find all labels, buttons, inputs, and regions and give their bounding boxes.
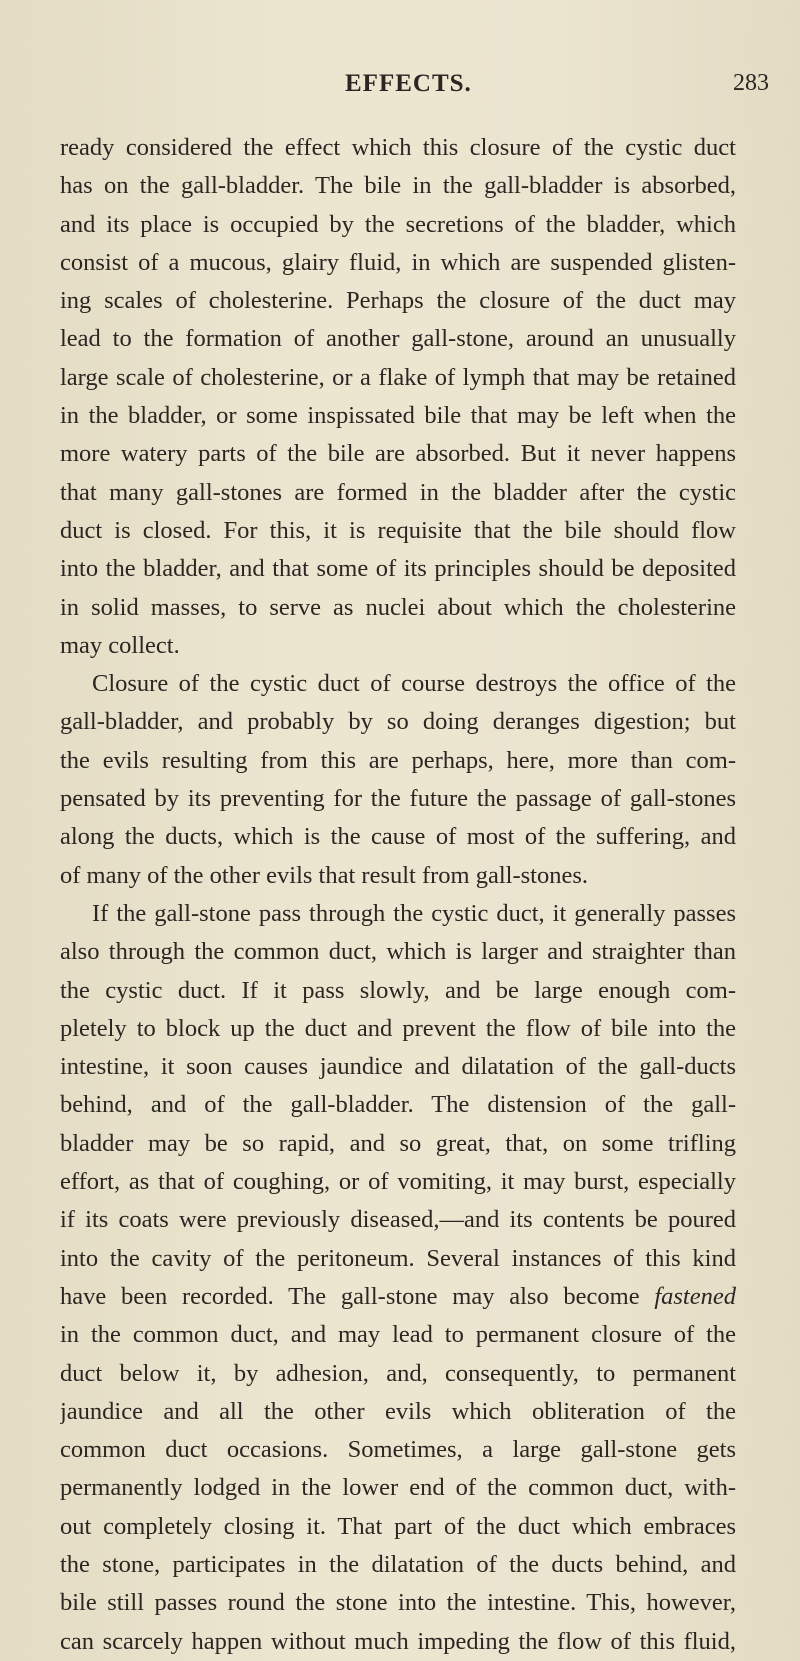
text-line: in the bladder, or some inspissated bile that may be left when the [60,402,736,430]
running-head: EFFECTS. [345,70,472,97]
text-line: also through the common duct, which is larger and straighter than [60,938,736,966]
text-line: ing scales of cholesterine. Perhaps the closure of the duct may [60,287,736,315]
text-line: into the cavity of the peritoneum. Several instances of this kind [60,1244,736,1272]
paragraph-start-line: If the gall-stone pass through the cystic duct, it generally passes [92,899,736,927]
text-line: ready considered the effect which this closure of the cystic duct [60,134,736,161]
text-line: and its place is occupied by the secretions of the bladder, which [60,210,736,238]
text-line: lead to the formation of another gall-stone, around an unusually [60,325,736,353]
text-line: in solid masses, to serve as nuclei about which the cholesterine [60,593,736,621]
line-text: have been recorded. The gall-stone may also become [60,1282,640,1310]
text-line: effort, as that of coughing, or of vomiting, it may burst, especially [60,1168,736,1196]
text-line: intestine, it soon causes jaundice and dilatation of the gall-ducts [60,1053,736,1081]
text-line: large scale of cholesterine, or a flake of lymph that may be retained [60,363,736,391]
text-line: the stone, participates in the dilatation of the ducts behind, and [60,1550,736,1578]
text-line: in the common duct, and may lead to permanent closure of the [60,1321,736,1349]
text-line: jaundice and all the other evils which obliteration of the [60,1397,736,1425]
text-line: more watery parts of the bile are absorbed. But it never happens [60,440,736,468]
body-text [60,129,736,1661]
paragraph-start-line: Closure of the cystic duct of course destroys the office of the [92,670,736,698]
text-line: bile still passes round the stone into the intestine. This, however, [60,1589,736,1617]
paragraph-end-line: may collect. [60,631,180,659]
text-line-with-italic [60,1278,736,1316]
text-line: the evils resulting from this are perhaps, here, more than com- [60,746,736,774]
text-line: gall-bladder, and probably by so doing deranges digestion; but [60,708,736,736]
text-line: out completely closing it. That part of the duct which embraces [60,1512,736,1540]
text-line: if its coats were previously diseased,—and its contents be poured [60,1206,736,1234]
text-line: that many gall-stones are formed in the bladder after the cystic [60,478,736,506]
paragraph-end-line: of many of the other evils that result from gall-stones. [60,861,588,889]
text-line: consist of a mucous, glairy fluid, in which are suspended glisten- [60,248,736,276]
text-line: pensated by its preventing for the future the passage of gall-stones [60,785,736,813]
text-line: pletely to block up the duct and prevent the flow of bile into the [60,1014,736,1042]
text-line: common duct occasions. Sometimes, a large gall-stone gets [60,1436,736,1464]
text-line: has on the gall-bladder. The bile in the gall-bladder is absorbed, [60,172,736,200]
text-line: permanently lodged in the lower end of the common duct, with- [60,1474,736,1502]
text-line: bladder may be so rapid, and so great, that, on some trifling [60,1129,736,1157]
italic-word: fastened [654,1282,736,1310]
text-line: the cystic duct. If it pass slowly, and be large enough com- [60,976,736,1004]
text-line: behind, and of the gall-bladder. The distension of the gall- [60,1091,736,1119]
page-header [0,70,800,110]
text-line: can scarcely happen without much impeding the flow of this fluid, [60,1627,736,1655]
text-line: duct below it, by adhesion, and, consequently, to permanent [60,1359,736,1387]
text-line: into the bladder, and that some of its principles should be deposited [60,555,736,583]
text-line: along the ducts, which is the cause of most of the suffering, and [60,823,736,851]
text-line: duct is closed. For this, it is requisite that the bile should flow [60,516,736,544]
page-number: 283 [733,70,769,96]
